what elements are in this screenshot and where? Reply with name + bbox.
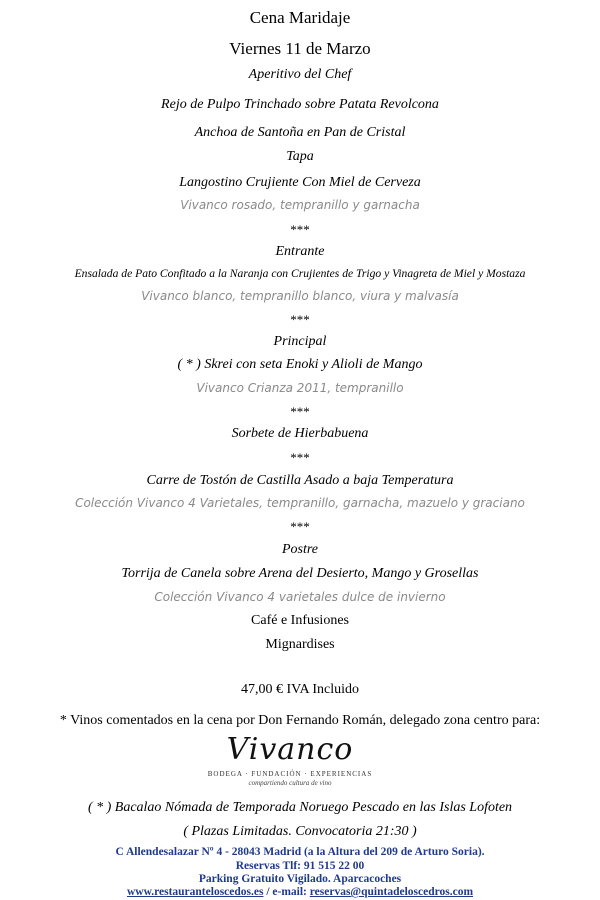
- mignardises-line: Mignardises: [265, 637, 335, 652]
- footer-contact: [0, 887, 600, 899]
- dish-ensalada: Ensalada de Pato Confitado a la Naranja con Crujientes de Trigo y Vinagreta de Miel y Mostaza: [74, 267, 526, 280]
- email-link[interactable]: reservas@quintadeloscedros.com: [309, 886, 474, 898]
- separator: ***: [290, 404, 310, 419]
- wine-pairing-1: Vivanco rosado, tempranillo y garnacha: [180, 198, 420, 212]
- separator: ***: [290, 519, 310, 534]
- wine-pairing-2: Vivanco blanco, tempranillo blanco, viura y malvasía: [141, 289, 459, 303]
- bacalao-note: ( * ) Bacalao Nómada de Temporada Noruego Pescado en las Islas Lofoten: [87, 800, 513, 815]
- section-postre: Postre: [281, 542, 319, 557]
- footer-address: C Allendesalazar Nº 4 - 28043 Madrid (a la Altura del 209 de Arturo Soria).: [115, 846, 485, 858]
- vivanco-logo: [0, 733, 600, 795]
- separator: ***: [290, 312, 310, 327]
- separator: ***: [290, 222, 310, 237]
- footer-phone: Reservas Tlf: 91 515 22 00: [235, 860, 365, 872]
- section-entrante: Entrante: [275, 244, 325, 259]
- wine-pairing-5: Colección Vivanco 4 varietales dulce de invierno: [154, 590, 446, 604]
- dish-carre: Carre de Tostón de Castilla Asado a baja Temperatura: [146, 473, 454, 488]
- wine-note: * Vinos comentados en la cena por Don Fernando Román, delegado zona centro para:: [59, 713, 541, 728]
- cafe-line: Café e Infusiones: [251, 613, 349, 628]
- dish-langostino: Langostino Crujiente Con Miel de Cerveza: [179, 175, 421, 190]
- section-principal: Principal: [273, 334, 327, 349]
- website-link[interactable]: www.restauranteloscedos.es: [126, 886, 264, 898]
- section-aperitivo: Aperitivo del Chef: [248, 67, 352, 82]
- plazas-note: ( Plazas Limitadas. Convocatoria 21:30 ): [183, 824, 417, 839]
- email-label: / e-mail:: [263, 886, 310, 898]
- section-tapa: Tapa: [286, 149, 314, 164]
- dish-torrija: Torrija de Canela sobre Arena del Desierto, Mango y Grosellas: [121, 566, 479, 581]
- wine-pairing-3: Vivanco Crianza 2011, tempranillo: [196, 381, 404, 395]
- price: 47,00 € IVA Incluido: [241, 682, 359, 697]
- footer-parking: Parking Gratuito Vigilado. Aparcacoches: [198, 873, 402, 885]
- vivanco-logo-tagline: compartiendo cultura de vino: [248, 779, 332, 787]
- separator: ***: [290, 450, 310, 465]
- menu-title: Cena Maridaje: [249, 8, 351, 27]
- dish-pulpo: Rejo de Pulpo Trinchado sobre Patata Revolcona: [161, 97, 439, 112]
- vivanco-logo-name: Vivanco: [226, 732, 354, 767]
- wine-pairing-4: Colección Vivanco 4 Varietales, tempranillo, garnacha, mazuelo y graciano: [75, 496, 525, 510]
- dish-sorbete: Sorbete de Hierbabuena: [231, 426, 369, 441]
- event-date: Viernes 11 de Marzo: [229, 39, 371, 58]
- dish-anchoa: Anchoa de Santoña en Pan de Cristal: [194, 125, 406, 140]
- dish-skrei: ( * ) Skrei con seta Enoki y Alioli de Mango: [177, 357, 423, 372]
- vivanco-logo-subtitle: BODEGA · FUNDACIÓN · EXPERIENCIAS: [207, 770, 373, 778]
